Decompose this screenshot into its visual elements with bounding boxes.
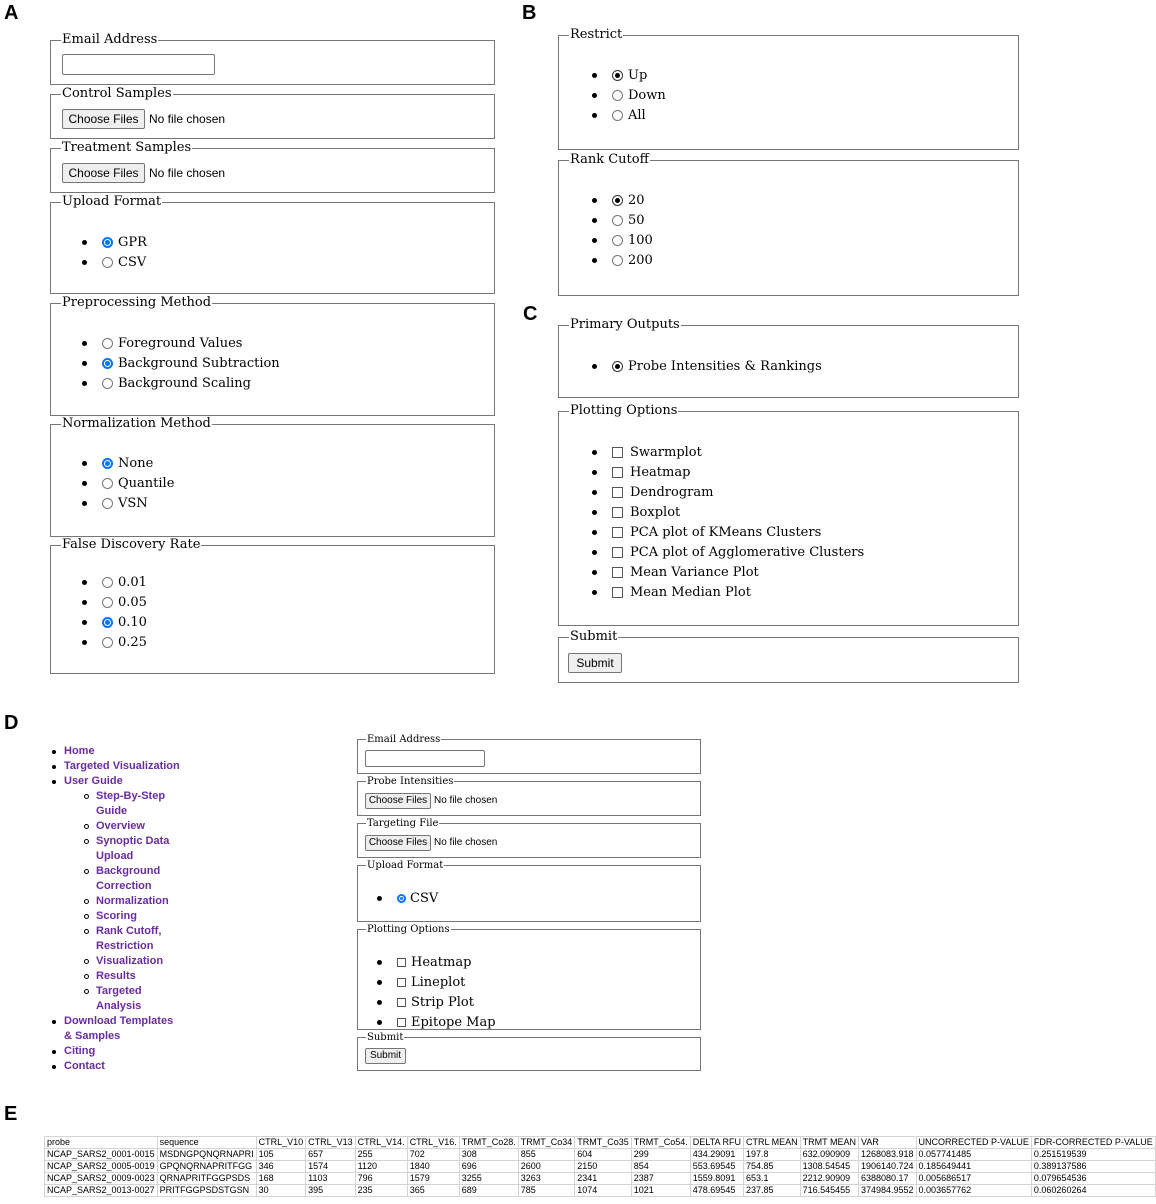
table-cell: 0.005686517 (916, 1173, 1031, 1185)
plot-option-mean-median[interactable]: Mean Median Plot (612, 582, 864, 602)
table-cell: QRNAPRITFGGPSDS (157, 1173, 256, 1185)
table-cell: 796 (355, 1173, 407, 1185)
plotting-options-legend: Plotting Options (570, 403, 678, 418)
table-cell: 1308.54545 (800, 1161, 858, 1173)
table-cell: CTRL MEAN (743, 1137, 800, 1149)
fdr-option[interactable]: 0.01 (102, 572, 147, 592)
table-cell: 689 (459, 1185, 518, 1197)
table-cell: 1021 (631, 1185, 690, 1197)
radio-icon[interactable] (102, 637, 113, 648)
radio-selected-icon[interactable] (612, 70, 623, 81)
upload-format-option[interactable]: CSV (102, 252, 147, 272)
table-cell: 716.545455 (800, 1185, 858, 1197)
table-cell: CTRL_V13 (306, 1137, 356, 1149)
radio-icon[interactable] (612, 235, 623, 246)
d-plot-option-heatmap[interactable]: Heatmap (397, 952, 496, 972)
email-legend: Email Address (62, 32, 158, 47)
restrict-list (612, 65, 666, 125)
table-cell: 653.1 (743, 1173, 800, 1185)
nav-contact[interactable]: Contact (50, 1059, 180, 1074)
d-targeting-choose-files-button[interactable]: Choose Files (365, 835, 431, 851)
table-cell: 1103 (306, 1173, 356, 1185)
radio-icon[interactable] (612, 255, 623, 266)
table-header-row (45, 1137, 1156, 1149)
d-targeting-legend: Targeting File (367, 818, 439, 829)
radio-icon[interactable] (102, 378, 113, 389)
primary-outputs-list (612, 356, 822, 376)
fdr-option[interactable]: 0.05 (102, 592, 147, 612)
panel-letter-e: E (4, 1103, 18, 1125)
table-cell: 702 (407, 1149, 459, 1161)
checkbox-icon[interactable] (397, 1018, 406, 1027)
table-cell: 2341 (575, 1173, 632, 1185)
d-probe-legend: Probe Intensities (367, 776, 454, 787)
table-cell: sequence (157, 1137, 256, 1149)
normalization-list (102, 453, 174, 513)
table-cell: 299 (631, 1149, 690, 1161)
table-row (45, 1149, 1156, 1161)
table-cell: VAR (858, 1137, 916, 1149)
table-cell: 1906140.724 (858, 1161, 916, 1173)
table-cell: 395 (306, 1185, 356, 1197)
restrict-option[interactable]: Up (612, 65, 666, 85)
rank-cutoff-option[interactable]: 100 (612, 230, 653, 250)
radio-icon[interactable] (102, 257, 113, 268)
table-cell: MSDNGPQNQRNAPRI (157, 1149, 256, 1161)
d-email-input[interactable] (365, 750, 485, 767)
plot-option-pca-kmeans[interactable]: PCA plot of KMeans Clusters (612, 522, 864, 542)
plotting-options-list (612, 442, 864, 602)
fdr-option[interactable]: 0.10 (102, 612, 147, 632)
restrict-legend: Restrict (570, 27, 623, 42)
d-email-legend: Email Address (367, 734, 441, 745)
table-cell: DELTA RFU (690, 1137, 743, 1149)
d-submit-button[interactable]: Submit (365, 1048, 406, 1064)
submit-button[interactable]: Submit (568, 653, 622, 673)
table-cell: 553.69545 (690, 1161, 743, 1173)
table-cell: 657 (306, 1149, 356, 1161)
table-cell: 105 (256, 1149, 306, 1161)
table-cell: 2387 (631, 1173, 690, 1185)
table-cell: 785 (518, 1185, 575, 1197)
table-cell: CTRL_V10 (256, 1137, 306, 1149)
checkbox-icon[interactable] (397, 978, 406, 987)
control-samples-legend: Control Samples (62, 86, 172, 101)
table-cell: CTRL_V14. (355, 1137, 407, 1149)
nav-home[interactable]: Home (50, 744, 180, 759)
table-cell: 855 (518, 1149, 575, 1161)
preprocessing-list (102, 333, 280, 393)
spreadsheet-body (45, 1137, 1156, 1197)
primary-outputs-legend: Primary Outputs (570, 317, 680, 332)
fdr-legend: False Discovery Rate (62, 537, 201, 552)
nav-synoptic-data-upload[interactable]: Synoptic Data Upload (82, 834, 180, 864)
rank-cutoff-option[interactable]: 50 (612, 210, 653, 230)
preprocessing-legend: Preprocessing Method (62, 295, 212, 310)
fdr-list (102, 572, 147, 652)
table-cell: probe (45, 1137, 158, 1149)
rank-cutoff-legend: Rank Cutoff (570, 152, 649, 167)
plot-option-dendrogram[interactable]: Dendrogram (612, 482, 864, 502)
treatment-file-status: No file chosen (149, 166, 226, 180)
panel-letter-a: A (4, 2, 19, 24)
radio-icon[interactable] (612, 110, 623, 121)
table-cell: 478.69545 (690, 1185, 743, 1197)
table-cell: 0.389137586 (1031, 1161, 1155, 1173)
table-cell: NCAP_SARS2_0009-0023 (45, 1173, 158, 1185)
table-cell: 3255 (459, 1173, 518, 1185)
treatment-choose-files-button[interactable]: Choose Files (62, 163, 145, 183)
nav-targeted-visualization[interactable]: Targeted Visualization (50, 759, 180, 774)
table-cell: 1579 (407, 1173, 459, 1185)
radio-icon[interactable] (102, 478, 113, 489)
checkbox-icon[interactable] (612, 507, 623, 518)
table-cell: 168 (256, 1173, 306, 1185)
table-cell: NCAP_SARS2_0013-0027 (45, 1185, 158, 1197)
table-row (45, 1173, 1156, 1185)
radio-selected-icon[interactable] (612, 195, 623, 206)
d-targeting-file-status: No file chosen (434, 837, 498, 848)
table-cell: 604 (575, 1149, 632, 1161)
table-cell: 434.29091 (690, 1149, 743, 1161)
d-submit-fieldset (357, 1032, 701, 1071)
table-cell: 754.85 (743, 1161, 800, 1173)
table-cell: 1574 (306, 1161, 356, 1173)
table-row (45, 1185, 1156, 1197)
nav-results[interactable]: Results (82, 969, 180, 984)
checkbox-icon[interactable] (397, 958, 406, 967)
primary-outputs-option[interactable]: Probe Intensities & Rankings (612, 356, 822, 376)
table-cell: 346 (256, 1161, 306, 1173)
plot-option-pca-agglomerative[interactable]: PCA plot of Agglomerative Clusters (612, 542, 864, 562)
nav-normalization[interactable]: Normalization (82, 894, 180, 909)
nav-background-correction[interactable]: Background Correction (82, 864, 180, 894)
table-cell: 854 (631, 1161, 690, 1173)
table-cell: 3263 (518, 1173, 575, 1185)
restrict-option[interactable]: Down (612, 85, 666, 105)
table-cell: PRITFGGPSDSTGSN (157, 1185, 256, 1197)
checkbox-icon[interactable] (397, 998, 406, 1007)
nav-step-by-step[interactable]: Step-By-Step Guide (82, 789, 180, 819)
checkbox-icon[interactable] (612, 467, 623, 478)
table-cell: 374984.9552 (858, 1185, 916, 1197)
table-cell: 255 (355, 1149, 407, 1161)
table-cell: 0.003657762 (916, 1185, 1031, 1197)
radio-selected-icon[interactable] (102, 237, 113, 248)
table-cell: 6388080.17 (858, 1173, 916, 1185)
nav-overview[interactable]: Overview (82, 819, 180, 834)
table-cell: UNCORRECTED P-VALUE (916, 1137, 1031, 1149)
table-cell: 2150 (575, 1161, 632, 1173)
radio-selected-icon[interactable] (102, 358, 113, 369)
panel-letter-b: B (522, 2, 537, 24)
d-submit-legend: Submit (367, 1032, 404, 1043)
radio-selected-icon[interactable] (612, 361, 623, 372)
normalization-legend: Normalization Method (62, 416, 211, 431)
radio-icon[interactable] (102, 577, 113, 588)
table-cell: 1559.8091 (690, 1173, 743, 1185)
table-cell: TRMT_Co28. (459, 1137, 518, 1149)
nav-citing[interactable]: Citing (50, 1044, 180, 1059)
table-cell: 696 (459, 1161, 518, 1173)
table-cell: 197.8 (743, 1149, 800, 1161)
table-cell: FDR-CORRECTED P-VALUE (1031, 1137, 1155, 1149)
radio-icon[interactable] (102, 338, 113, 349)
control-choose-files-button[interactable]: Choose Files (62, 109, 145, 129)
checkbox-icon[interactable] (612, 447, 623, 458)
rank-cutoff-option[interactable]: 200 (612, 250, 653, 270)
plot-option-heatmap[interactable]: Heatmap (612, 462, 864, 482)
table-cell: 235 (355, 1185, 407, 1197)
table-cell: TRMT MEAN (800, 1137, 858, 1149)
table-cell: TRMT_Co34 (518, 1137, 575, 1149)
submit-fieldset (558, 630, 1019, 683)
nav-visualization[interactable]: Visualization (82, 954, 180, 969)
nav-download-templates[interactable]: Download Templates & Samples (50, 1014, 180, 1044)
table-cell: TRMT_Co54. (631, 1137, 690, 1149)
table-cell: 30 (256, 1185, 306, 1197)
submit-legend: Submit (570, 629, 618, 644)
checkbox-icon[interactable] (612, 547, 623, 558)
sidebar-nav (50, 744, 180, 1074)
d-plotting-options-list (397, 952, 496, 1032)
nav-targeted-analysis[interactable]: Targeted Analysis (82, 984, 180, 1014)
checkbox-icon[interactable] (612, 487, 623, 498)
radio-icon[interactable] (102, 498, 113, 509)
table-cell: 308 (459, 1149, 518, 1161)
table-cell: NCAP_SARS2_0001-0015 (45, 1149, 158, 1161)
preprocessing-option[interactable]: Foreground Values (102, 333, 280, 353)
d-plotting-options-legend: Plotting Options (367, 924, 450, 935)
table-cell: 1074 (575, 1185, 632, 1197)
d-probe-file-status: No file chosen (434, 795, 498, 806)
table-cell: 0.057741485 (916, 1149, 1031, 1161)
control-file-status: No file chosen (149, 112, 226, 126)
radio-selected-icon[interactable] (397, 894, 406, 903)
user-guide-submenu (64, 789, 180, 1014)
table-cell: 0.079654536 (1031, 1173, 1155, 1185)
table-cell: 1120 (355, 1161, 407, 1173)
upload-format-list (102, 232, 147, 272)
table-cell: 0.060260264 (1031, 1185, 1155, 1197)
table-cell: 237.85 (743, 1185, 800, 1197)
table-cell: NCAP_SARS2_0005-0019 (45, 1161, 158, 1173)
nav-user-guide[interactable]: User Guide Step-By-Step Guide Overview Synoptic Data Upload Background Correction Normalization Scoring Rank Cutoff, Restriction Visualization Results Targeted Analysis (50, 774, 180, 1014)
fdr-option[interactable]: 0.25 (102, 632, 147, 652)
preprocessing-option[interactable]: Background Scaling (102, 373, 280, 393)
checkbox-icon[interactable] (612, 527, 623, 538)
table-row (45, 1161, 1156, 1173)
panel-letter-c: C (523, 303, 538, 325)
normalization-option[interactable]: None (102, 453, 174, 473)
results-spreadsheet (44, 1136, 1156, 1197)
d-plot-option-strip-plot[interactable]: Strip Plot (397, 992, 496, 1012)
email-input[interactable] (62, 54, 215, 75)
checkbox-icon[interactable] (612, 587, 623, 598)
plot-option-boxplot[interactable]: Boxplot (612, 502, 864, 522)
treatment-samples-legend: Treatment Samples (62, 140, 192, 155)
table-cell: 2212.90909 (800, 1173, 858, 1185)
table-cell: CTRL_V16. (407, 1137, 459, 1149)
plot-option-mean-variance[interactable]: Mean Variance Plot (612, 562, 864, 582)
d-plot-option-lineplot[interactable]: Lineplot (397, 972, 496, 992)
d-upload-format-list (397, 888, 438, 908)
upload-format-legend: Upload Format (62, 194, 162, 209)
panel-letter-d: D (4, 712, 19, 734)
table-cell: 1268083.918 (858, 1149, 916, 1161)
normalization-option[interactable]: Quantile (102, 473, 174, 493)
rank-cutoff-option[interactable]: 20 (612, 190, 653, 210)
nav-scoring[interactable]: Scoring (82, 909, 180, 924)
table-cell: GPQNQRNAPRITFGG (157, 1161, 256, 1173)
table-cell: 365 (407, 1185, 459, 1197)
restrict-option[interactable]: All (612, 105, 666, 125)
radio-selected-icon[interactable] (102, 458, 113, 469)
table-cell: 0.185649441 (916, 1161, 1031, 1173)
plot-option-swarmplot[interactable]: Swarmplot (612, 442, 864, 462)
table-cell: 2600 (518, 1161, 575, 1173)
d-probe-choose-files-button[interactable]: Choose Files (365, 793, 431, 809)
upload-format-option[interactable]: GPR (102, 232, 147, 252)
radio-selected-icon[interactable] (102, 617, 113, 628)
normalization-option[interactable]: VSN (102, 493, 174, 513)
radio-icon[interactable] (612, 215, 623, 226)
table-cell: 1840 (407, 1161, 459, 1173)
table-cell: 632.090909 (800, 1149, 858, 1161)
table-cell: 0.251519539 (1031, 1149, 1155, 1161)
preprocessing-option[interactable]: Background Subtraction (102, 353, 280, 373)
radio-icon[interactable] (612, 90, 623, 101)
d-upload-format-option[interactable]: CSV (397, 888, 438, 908)
checkbox-icon[interactable] (612, 567, 623, 578)
d-plot-option-epitope-map[interactable]: Epitope Map (397, 1012, 496, 1032)
rank-cutoff-list (612, 190, 653, 270)
d-upload-format-legend: Upload Format (367, 860, 444, 871)
nav-rank-cutoff[interactable]: Rank Cutoff, Restriction (82, 924, 180, 954)
table-cell: TRMT_Co35 (575, 1137, 632, 1149)
radio-icon[interactable] (102, 597, 113, 608)
